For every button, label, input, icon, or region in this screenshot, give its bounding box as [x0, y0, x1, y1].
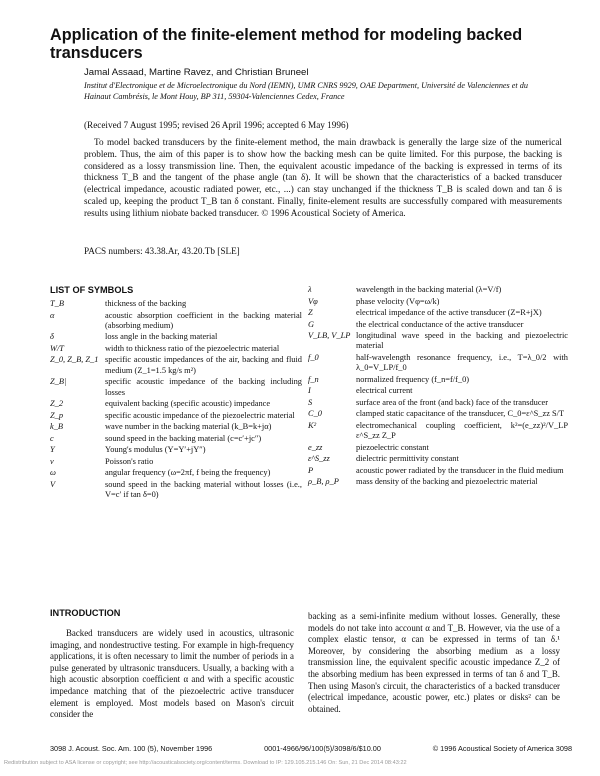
symbol-row: [50, 377, 302, 398]
symbol-definition: wavelength in the backing material (λ=V/f): [356, 285, 502, 294]
symbol-term: W/T: [50, 343, 64, 353]
abstract: To model backed transducers by the finite-element method, the main drawback is generally the large size of the numerical problem. Thus, the aim of this paper is to show how the backing mesh can be quite limited. For this purpose, the backing is considered as a lossy transmission line. Then, the equivalent acoustic impedance of the backing is expressed in terms of its thickness T_B and the tangent of the phase angle (tan δ). It will be shown that the characteristics of a backed transducer (electrical impedance, acoustic radiated power, etc., ...) can stay unchanged if the thickness T_B is scaled down and tan δ is scaled up, keeping the product T_B tan δ constant. Finally, finite-element results are successfully compared with measurements results using lithium niobate backed transducer. © 1996 Acoustical Society of America.: [84, 137, 562, 218]
symbol-row: [50, 457, 302, 467]
symbol-row: [308, 466, 568, 476]
symbol-definition: longitudinal wave speed in the backing and piezoelectric material: [356, 331, 568, 351]
symbol-term: ν: [50, 456, 54, 466]
symbol-term: e_zz: [308, 442, 323, 452]
pacs-numbers: PACS numbers: 43.38.Ar, 43.20.Tb [SLE]: [84, 246, 240, 256]
symbol-definition: clamped static capacitance of the transducer, C_0=ε^S_zz S/T: [356, 409, 565, 419]
symbol-row: [308, 285, 568, 295]
symbol-term: I: [308, 386, 311, 396]
symbol-row: [308, 409, 568, 419]
symbol-term: C_0: [308, 409, 322, 419]
symbol-term: Z_B|: [50, 377, 67, 387]
symbol-definition: mass density of the backing and piezoelectric material: [356, 477, 538, 487]
symbol-definition: specific acoustic impedance of the backing including losses: [105, 377, 302, 397]
symbol-definition: sound speed in the backing material (c=c′+jc″): [105, 433, 262, 443]
symbol-definition: Poisson's ratio: [105, 456, 154, 466]
symbol-term: T_B: [50, 299, 64, 308]
introduction-heading: INTRODUCTION: [50, 608, 121, 618]
symbol-term: K²: [308, 420, 317, 430]
symbol-term: Z_0, Z_B, Z_1: [50, 355, 99, 365]
paper-title: Application of the finite-element method for modeling backed transducers: [50, 26, 523, 62]
symbol-term: ω: [50, 468, 56, 478]
symbols-heading: LIST OF SYMBOLS: [50, 285, 134, 295]
symbol-definition: surface area of the front (and back) face of the transducer: [356, 397, 549, 407]
affiliation: Institut d'Electronique et de Microelectronique du Nord (IEMN), UMR CNRS 9929, OAE Department, Université de Valenciennes et du Hainaut Cambrésis, le Mont Houy, BP 311, 59304-Valenciennes Cedex, France: [84, 81, 528, 101]
symbol-definition: the electrical conductance of the active transducer: [356, 319, 524, 329]
symbol-row: [308, 443, 568, 453]
symbol-definition: sound speed in the backing material without losses (i.e., V=c′ if tan δ=0): [105, 479, 302, 500]
symbol-row: [50, 411, 302, 421]
symbol-definition: acoustic absorption coefficient in the backing material (absorbing medium): [105, 310, 302, 330]
symbol-definition: Young's modulus (Y=Y′+jY″): [105, 445, 206, 455]
symbol-term: Y: [50, 445, 55, 455]
symbol-row: [50, 422, 302, 432]
symbol-term: λ: [308, 285, 312, 294]
symbol-row: [50, 468, 302, 478]
symbol-definition: normalized frequency (f_n=f/f_0): [356, 374, 470, 384]
symbol-term: G: [308, 319, 315, 329]
symbol-definition: equivalent backing (specific acoustic) impedance: [105, 399, 271, 409]
page-footer: [50, 744, 572, 753]
introduction-left-column: Backed transducers are widely used in acoustics, ultrasonic imaging, and nondestructive testing. For example in high-frequency applications, it is often necessary to limit the number of periods in a pulse generated by ultrasonic transducers. Usually, a backing with a high acoustic absorption coefficient α and with a specific acoustic impedance matching that of the piezoelectric active transducer element is employed. Most models based on Mason's circuit consider the: [50, 628, 294, 720]
symbol-definition: acoustic power radiated by the transducer in the fluid medium: [356, 465, 564, 475]
symbol-row: [50, 445, 302, 455]
symbol-row: [308, 398, 568, 408]
symbol-definition: electromechanical coupling coefficient, k²=(e_zz)²/V_LP ε^S_zz Z_P: [356, 420, 568, 441]
symbol-definition: phase velocity (Vφ=ω/k): [356, 296, 440, 306]
symbol-definition: specific acoustic impedances of the air, backing and fluid medium (Z_1=1.5 kg/s m²): [105, 355, 302, 375]
symbol-term: P: [308, 465, 314, 475]
symbol-row: [308, 454, 568, 464]
symbol-term: ε^S_zz: [308, 454, 330, 464]
symbol-row: [50, 480, 302, 501]
symbol-term: Z: [308, 308, 313, 317]
symbol-row: [308, 331, 568, 352]
symbol-term: f_n: [308, 374, 319, 384]
symbol-term: ρ_B, ρ_P: [308, 477, 339, 487]
footer-issn: 0001-4966/96/100(5)/3098/6/$10.00: [264, 744, 381, 753]
symbol-row: [50, 332, 302, 342]
symbol-definition: electrical impedance of the active transducer (Z=R+jX): [356, 308, 542, 317]
symbol-row: [50, 311, 302, 332]
symbol-definition: angular frequency (ω=2πf, f being the frequency): [105, 468, 271, 478]
symbol-term: c: [50, 433, 54, 443]
introduction-right-column: backing as a semi-infinite medium without losses. Generally, these models do not take into account α and T_B. However, via the use of a complex elastic tensor, α can be expressed in terms of tan δ.¹ Moreover, by considering the absorbing medium as a lossy transmission line, the equivalent specific acoustic impedance Z_2 of the absorbing medium has been expressed in terms of tan δ and T_B. Then using Mason's circuit, the characteristics of a backed transducer (electrical impedance, acoustic power, etc.) plates or disks² can be obtained.: [308, 611, 560, 714]
symbol-row: [308, 308, 568, 318]
symbol-term: V: [50, 479, 56, 489]
symbols-list-left: [50, 299, 302, 502]
redistribution-notice: Redistribution subject to ASA license or copyright; see http://acousticalsociety.org/content/terms. Download to IP: 129.105.215.146 On: Sun, 21 Dec 2014 08:43:22: [4, 760, 407, 766]
footer-copyright: © 1996 Acoustical Society of America 3098: [432, 744, 572, 753]
symbol-row: [50, 399, 302, 409]
symbol-row: [308, 353, 568, 374]
symbol-row: [308, 477, 568, 487]
symbol-definition: dielectric permittivity constant: [356, 454, 459, 464]
symbol-term: f_0: [308, 352, 319, 362]
symbol-definition: electrical current: [356, 386, 413, 396]
symbol-definition: width to thickness ratio of the piezoelectric material: [105, 343, 280, 353]
symbol-definition: wave number in the backing material (k_B=k+jα): [105, 422, 272, 432]
symbols-list-right: [308, 285, 568, 489]
symbol-row: [308, 386, 568, 396]
symbol-row: [50, 299, 302, 309]
symbol-definition: loss angle in the backing material: [105, 332, 218, 342]
symbol-definition: specific acoustic impedance of the piezoelectric material: [105, 410, 295, 420]
symbol-definition: thickness of the backing: [105, 299, 187, 308]
symbol-row: [308, 297, 568, 307]
symbol-term: Z_p: [50, 410, 64, 420]
author-list: Jamal Assaad, Martine Ravez, and Christian Bruneel: [84, 67, 309, 78]
symbol-term: Z_2: [50, 399, 64, 409]
symbol-term: Vφ: [308, 296, 318, 306]
received-dates: (Received 7 August 1995; revised 26 April 1996; accepted 6 May 1996): [84, 120, 349, 130]
symbol-definition: piezoelectric constant: [356, 442, 429, 452]
symbol-term: S: [308, 397, 313, 407]
symbol-definition: half-wavelength resonance frequency, i.e., T=λ_0/2 with λ_0=V_LP/f_0: [356, 352, 568, 373]
symbol-term: δ: [50, 332, 54, 342]
symbol-row: [308, 421, 568, 442]
symbol-row: [50, 344, 302, 354]
symbol-row: [50, 434, 302, 444]
symbol-row: [50, 355, 302, 376]
symbol-row: [308, 320, 568, 330]
symbol-term: V_LB, V_LP: [308, 331, 351, 340]
footer-journal: 3098 J. Acoust. Soc. Am. 100 (5), November 1996: [50, 744, 213, 753]
symbol-term: k_B: [50, 422, 64, 432]
symbol-term: α: [50, 310, 55, 320]
symbol-row: [308, 375, 568, 385]
